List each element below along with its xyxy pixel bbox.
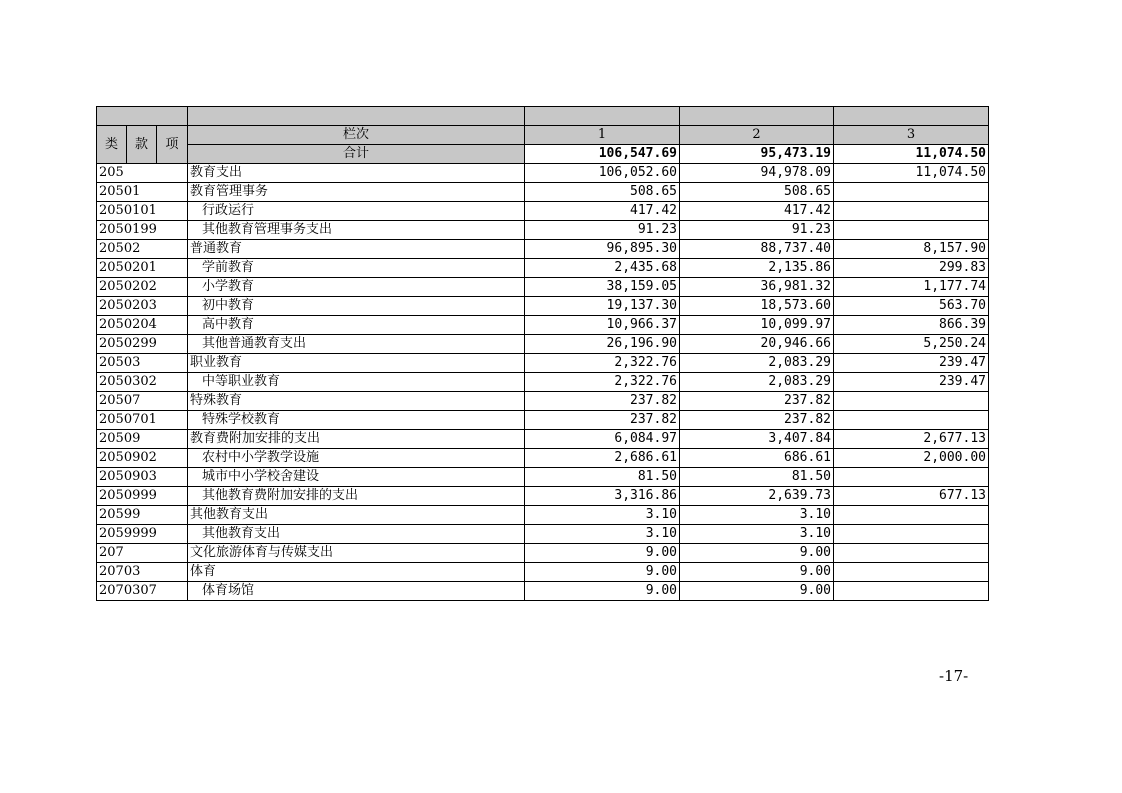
value-col-2: 508.65	[680, 183, 834, 202]
value-col-2: 237.82	[680, 392, 834, 411]
value-col-3: 11,074.50	[834, 164, 989, 183]
value-col-3: 239.47	[834, 354, 989, 373]
table-row	[97, 297, 989, 316]
column-number-1: 1	[525, 126, 680, 145]
total-value-1: 106,547.69	[525, 145, 680, 164]
subject-name: 农村中小学教学设施	[188, 449, 525, 468]
value-col-3	[834, 392, 989, 411]
value-col-3	[834, 544, 989, 563]
subject-code: 20599	[97, 506, 188, 525]
subject-code: 20703	[97, 563, 188, 582]
subject-name: 高中教育	[188, 316, 525, 335]
blank-header-row	[97, 107, 989, 126]
value-col-2: 9.00	[680, 544, 834, 563]
blank-cell	[97, 107, 188, 126]
value-col-3	[834, 411, 989, 430]
value-col-1: 237.82	[525, 392, 680, 411]
subject-name: 城市中小学校舍建设	[188, 468, 525, 487]
subject-code: 2050201	[97, 259, 188, 278]
value-col-1: 3,316.86	[525, 487, 680, 506]
subject-code: 2050204	[97, 316, 188, 335]
value-col-1: 3.10	[525, 506, 680, 525]
subject-name: 小学教育	[188, 278, 525, 297]
table-row	[97, 373, 989, 392]
value-col-2: 3,407.84	[680, 430, 834, 449]
subject-name: 其他教育支出	[188, 506, 525, 525]
blank-cell	[834, 107, 989, 126]
table-row	[97, 449, 989, 468]
subject-name: 文化旅游体育与传媒支出	[188, 544, 525, 563]
table-row	[97, 392, 989, 411]
subject-code: 2050101	[97, 202, 188, 221]
value-col-2: 10,099.97	[680, 316, 834, 335]
budget-table	[96, 106, 989, 601]
value-col-2: 91.23	[680, 221, 834, 240]
subject-name: 教育支出	[188, 164, 525, 183]
value-col-3: 1,177.74	[834, 278, 989, 297]
subject-code: 20509	[97, 430, 188, 449]
value-col-1: 2,686.61	[525, 449, 680, 468]
value-col-1: 26,196.90	[525, 335, 680, 354]
table-row	[97, 202, 989, 221]
total-label: 合计	[188, 145, 525, 164]
value-col-3: 2,677.13	[834, 430, 989, 449]
subject-name: 特殊学校教育	[188, 411, 525, 430]
subject-code: 2050302	[97, 373, 188, 392]
subject-code: 20503	[97, 354, 188, 373]
value-col-2: 2,639.73	[680, 487, 834, 506]
subject-name: 其他教育支出	[188, 525, 525, 544]
value-col-1: 38,159.05	[525, 278, 680, 297]
subject-code: 20501	[97, 183, 188, 202]
value-col-2: 2,135.86	[680, 259, 834, 278]
value-col-2: 686.61	[680, 449, 834, 468]
subject-name: 学前教育	[188, 259, 525, 278]
subject-name: 中等职业教育	[188, 373, 525, 392]
subject-name: 特殊教育	[188, 392, 525, 411]
subject-name: 行政运行	[188, 202, 525, 221]
table-row	[97, 544, 989, 563]
subject-name: 其他教育费附加安排的支出	[188, 487, 525, 506]
value-col-3	[834, 582, 989, 601]
value-col-3	[834, 506, 989, 525]
value-col-3	[834, 183, 989, 202]
value-col-1: 10,966.37	[525, 316, 680, 335]
value-col-1: 81.50	[525, 468, 680, 487]
value-col-1: 237.82	[525, 411, 680, 430]
value-col-3	[834, 525, 989, 544]
value-col-2: 20,946.66	[680, 335, 834, 354]
table-row	[97, 468, 989, 487]
subject-code: 20502	[97, 240, 188, 259]
value-col-3	[834, 563, 989, 582]
column-number-2: 2	[680, 126, 834, 145]
subject-name: 普通教育	[188, 240, 525, 259]
table-row	[97, 506, 989, 525]
value-col-2: 88,737.40	[680, 240, 834, 259]
value-col-1: 19,137.30	[525, 297, 680, 316]
subject-name: 教育费附加安排的支出	[188, 430, 525, 449]
subject-name: 初中教育	[188, 297, 525, 316]
total-value-3: 11,074.50	[834, 145, 989, 164]
subject-code: 2050299	[97, 335, 188, 354]
subject-code: 2050202	[97, 278, 188, 297]
total-value-2: 95,473.19	[680, 145, 834, 164]
value-col-1: 6,084.97	[525, 430, 680, 449]
subject-code: 20507	[97, 392, 188, 411]
column-number-3: 3	[834, 126, 989, 145]
value-col-2: 237.82	[680, 411, 834, 430]
value-col-1: 9.00	[525, 582, 680, 601]
value-col-2: 9.00	[680, 563, 834, 582]
table-row	[97, 278, 989, 297]
table-row	[97, 487, 989, 506]
value-col-3: 677.13	[834, 487, 989, 506]
column-index-label: 栏次	[188, 126, 525, 145]
table-row	[97, 164, 989, 183]
value-col-2: 417.42	[680, 202, 834, 221]
table-row	[97, 259, 989, 278]
value-col-2: 9.00	[680, 582, 834, 601]
value-col-1: 91.23	[525, 221, 680, 240]
value-col-1: 2,322.76	[525, 373, 680, 392]
table-row	[97, 563, 989, 582]
value-col-1: 2,435.68	[525, 259, 680, 278]
value-col-3	[834, 221, 989, 240]
value-col-2: 36,981.32	[680, 278, 834, 297]
table-row	[97, 183, 989, 202]
table-row	[97, 240, 989, 259]
subject-code: 2050902	[97, 449, 188, 468]
table-row	[97, 335, 989, 354]
subject-code: 2050999	[97, 487, 188, 506]
value-col-2: 81.50	[680, 468, 834, 487]
value-col-2: 2,083.29	[680, 354, 834, 373]
value-col-1: 508.65	[525, 183, 680, 202]
value-col-2: 2,083.29	[680, 373, 834, 392]
subject-code: 205	[97, 164, 188, 183]
table-row	[97, 525, 989, 544]
value-col-3	[834, 468, 989, 487]
value-col-1: 9.00	[525, 563, 680, 582]
value-col-3: 5,250.24	[834, 335, 989, 354]
subject-name: 其他普通教育支出	[188, 335, 525, 354]
category-kuan-header: 款	[127, 126, 157, 164]
subject-code: 2050203	[97, 297, 188, 316]
value-col-1: 2,322.76	[525, 354, 680, 373]
subject-name: 体育	[188, 563, 525, 582]
blank-cell	[525, 107, 680, 126]
value-col-2: 3.10	[680, 525, 834, 544]
value-col-3: 8,157.90	[834, 240, 989, 259]
value-col-3: 299.83	[834, 259, 989, 278]
table-row	[97, 582, 989, 601]
subject-code: 2070307	[97, 582, 188, 601]
subject-code: 2059999	[97, 525, 188, 544]
category-xiang-header: 项	[157, 126, 188, 164]
value-col-2: 94,978.09	[680, 164, 834, 183]
value-col-3: 239.47	[834, 373, 989, 392]
column-number-row	[97, 126, 989, 145]
subject-code: 2050701	[97, 411, 188, 430]
blank-cell	[680, 107, 834, 126]
table-row	[97, 430, 989, 449]
blank-cell	[188, 107, 525, 126]
subject-code: 2050903	[97, 468, 188, 487]
total-row	[97, 145, 989, 164]
subject-name: 体育场馆	[188, 582, 525, 601]
value-col-3	[834, 202, 989, 221]
value-col-1: 417.42	[525, 202, 680, 221]
value-col-1: 9.00	[525, 544, 680, 563]
subject-name: 其他教育管理事务支出	[188, 221, 525, 240]
value-col-3: 2,000.00	[834, 449, 989, 468]
value-col-2: 3.10	[680, 506, 834, 525]
value-col-1: 106,052.60	[525, 164, 680, 183]
table-row	[97, 221, 989, 240]
subject-code: 2050199	[97, 221, 188, 240]
value-col-1: 3.10	[525, 525, 680, 544]
table-row	[97, 354, 989, 373]
table-row	[97, 316, 989, 335]
value-col-3: 866.39	[834, 316, 989, 335]
page-number: -17-	[939, 667, 969, 685]
value-col-2: 18,573.60	[680, 297, 834, 316]
subject-code: 207	[97, 544, 188, 563]
table-row	[97, 411, 989, 430]
value-col-1: 96,895.30	[525, 240, 680, 259]
category-lei-header: 类	[97, 126, 127, 164]
subject-name: 教育管理事务	[188, 183, 525, 202]
value-col-3: 563.70	[834, 297, 989, 316]
subject-name: 职业教育	[188, 354, 525, 373]
